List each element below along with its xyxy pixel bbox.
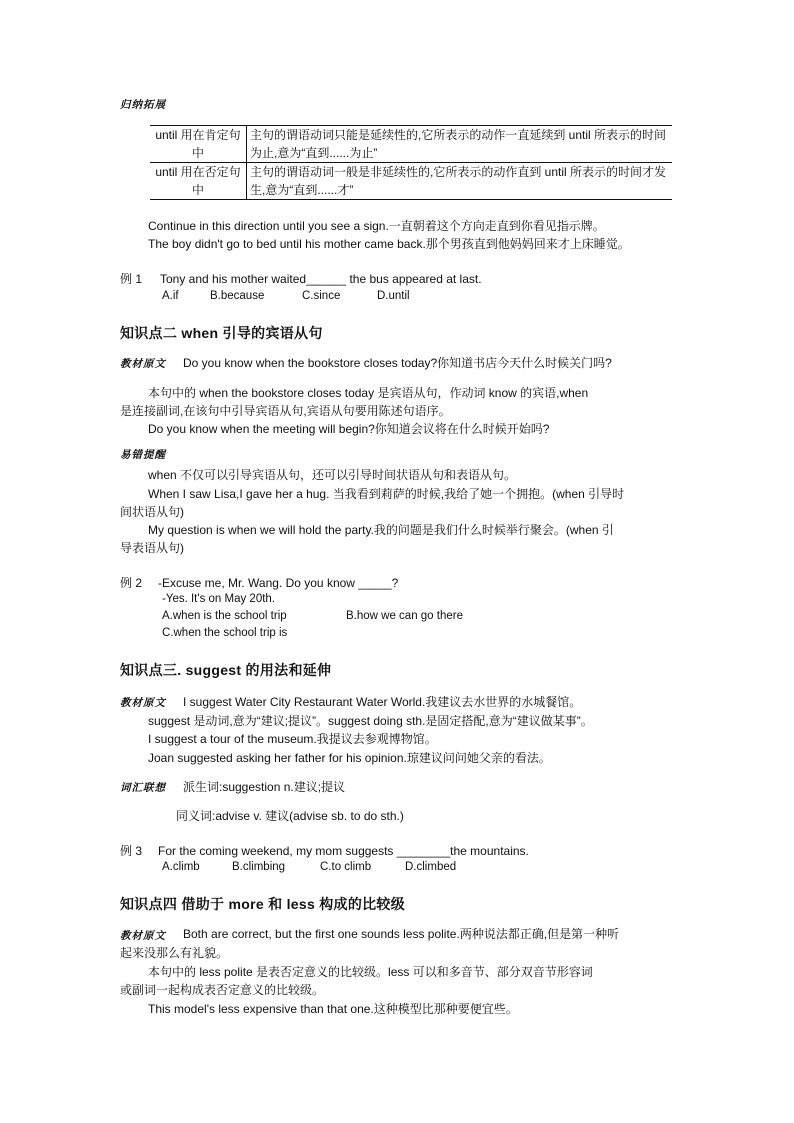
textbook-source-label: 教材原文: [120, 697, 166, 709]
table-row: [150, 163, 672, 200]
exercise-3-option-d: D.climbed: [405, 861, 457, 873]
summary-label: 归纳拓展: [120, 99, 166, 111]
exercise-2-option-c: C.when the school trip is: [162, 627, 288, 639]
exercise-1-option-d: D.until: [377, 290, 410, 302]
exercise-2-label: 例 2: [120, 576, 143, 590]
paragraph: 是连接副词,在该句中引导宾语从句,宾语从句要用陈述句语序。: [120, 404, 451, 418]
exercise-1-label: 例 1: [120, 272, 143, 286]
exercise-3-label: 例 3: [120, 844, 143, 858]
exercise-2-option-a: A.when is the school trip: [162, 610, 287, 622]
example-sentence: 间状语从句): [120, 505, 184, 519]
knowledge-point-3-heading: 知识点三. suggest 的用法和延伸: [120, 662, 332, 678]
table-cell-explanation: 主句的谓语动词一般是非延续性的,它所表示的动作直到 until 所表示的时间才发生,意为“直到......才”: [247, 163, 673, 200]
exercise-1-question: Tony and his mother waited______ the bus appeared at last.: [160, 272, 482, 286]
textbook-source-text: Both are correct, but the first one sounds less polite.两种说法都正确,但是第一种听: [183, 927, 620, 941]
until-rules-table: [150, 125, 672, 200]
paragraph: when 不仅可以引导宾语从句，还可以引导时间状语从句和表语从句。: [148, 468, 517, 482]
exercise-3-option-c: C.to climb: [320, 861, 372, 873]
knowledge-point-2-heading: 知识点二 when 引导的宾语从句: [120, 325, 323, 341]
table-row: [150, 126, 672, 163]
example-sentence: Do you know when the meeting will begin?你知道会议将在什么时候开始吗?: [148, 422, 550, 436]
vocabulary-derivative: 派生词:suggestion n.建议;提议: [183, 780, 346, 794]
table-cell-usage: until 用在否定句中: [150, 163, 247, 200]
textbook-source-label: 教材原文: [120, 930, 166, 942]
exercise-1-option-a: A.if: [162, 290, 179, 302]
textbook-source-text: Do you know when the bookstore closes today?你知道书店今天什么时候关门吗?: [183, 356, 612, 370]
textbook-source-label: 教材原文: [120, 358, 166, 370]
exercise-3-question: For the coming weekend, my mom suggests ________the mountains.: [158, 844, 529, 858]
example-sentence: I suggest a tour of the museum.我提议去参观博物馆。: [148, 732, 437, 746]
exercise-1-option-b: B.because: [210, 290, 265, 302]
exercise-3-option-a: A.climb: [162, 861, 200, 873]
example-sentence: The boy didn't go to bed until his mother came back.那个男孩直到他妈妈回来才上床睡觉。: [148, 237, 630, 251]
common-mistake-label: 易错提醒: [120, 449, 166, 461]
example-sentence: Continue in this direction until you see a sign.一直朝着这个方向走直到你看见指示牌。: [148, 219, 605, 233]
exercise-2-option-b: B.how we can go there: [346, 610, 463, 622]
example-sentence: 导表语从句): [120, 541, 184, 555]
vocabulary-label: 词汇联想: [120, 782, 166, 794]
knowledge-point-4-heading: 知识点四 借助于 more 和 less 构成的比较级: [120, 896, 406, 912]
exercise-3-option-b: B.climbing: [232, 861, 286, 873]
example-sentence: Joan suggested asking her father for his opinion.琼建议问问她父亲的看法。: [148, 751, 551, 765]
example-sentence: This model's less expensive than that one.这种模型比那种要便宜些。: [148, 1002, 518, 1016]
table-cell-explanation: 主句的谓语动词只能是延续性的,它所表示的动作一直延续到 until 所表示的时间为止,意为“直到......为止”: [247, 126, 673, 163]
textbook-source-text: 起来没那么有礼貌。: [120, 946, 229, 960]
exercise-2-response: -Yes. It's on May 20th.: [162, 593, 275, 605]
paragraph: 或副词一起构成表否定意义的比较级。: [120, 983, 325, 997]
table-cell-usage: until 用在肯定句中: [150, 126, 247, 163]
paragraph: 本句中的 less polite 是表否定意义的比较级。less 可以和多音节、部分双音节形容词: [148, 965, 593, 979]
exercise-1-option-c: C.since: [302, 290, 341, 302]
example-sentence: My question is when we will hold the party.我的问题是我们什么时候举行聚会。(when 引: [148, 523, 614, 537]
textbook-source-text: I suggest Water City Restaurant Water World.我建议去水世界的水城餐馆。: [183, 695, 582, 709]
paragraph: suggest 是动词,意为“建议;提议”。suggest doing sth.是固定搭配,意为“建议做某事”。: [148, 714, 593, 728]
example-sentence: When I saw Lisa,I gave her a hug. 当我看到莉萨的时候,我给了她一个拥抱。(when 引导时: [148, 487, 625, 501]
paragraph: 本句中的 when the bookstore closes today 是宾语从句，作动词 know 的宾语,when: [148, 386, 589, 400]
vocabulary-synonym: 同义词:advise v. 建议(advise sb. to do sth.): [176, 809, 404, 823]
exercise-2-question: -Excuse me, Mr. Wang. Do you know _____?: [158, 576, 399, 590]
